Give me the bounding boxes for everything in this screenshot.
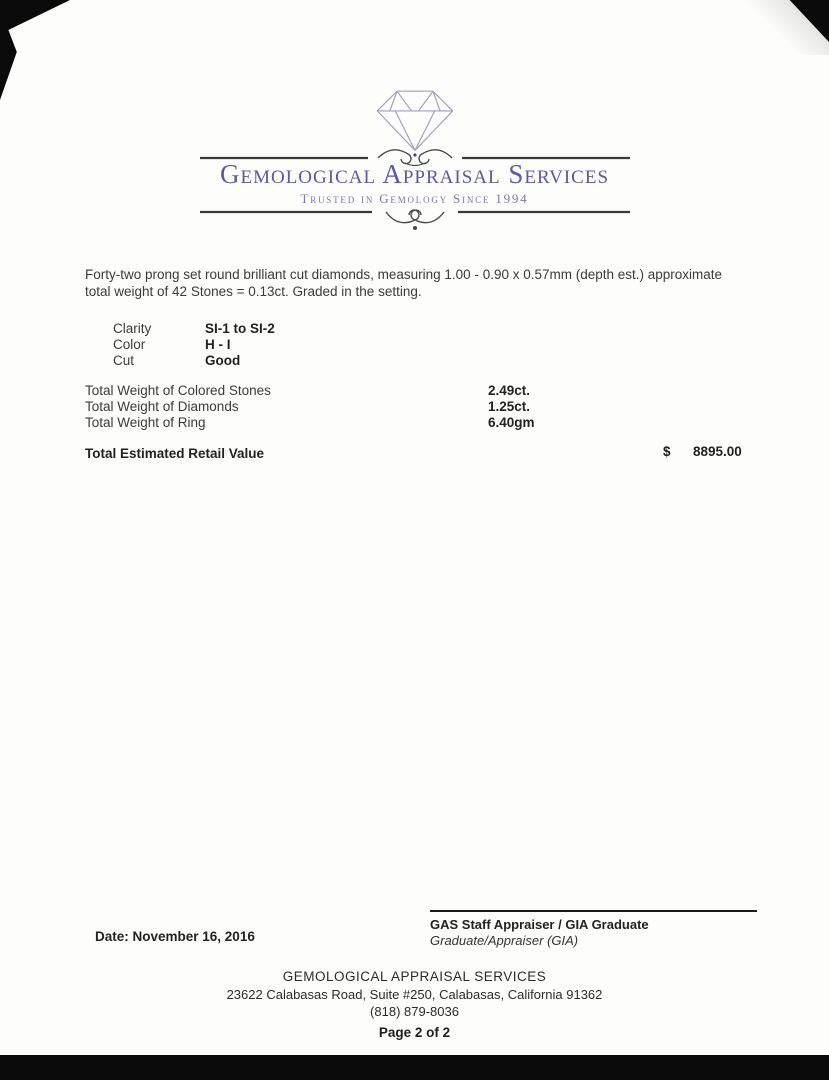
appraiser-title: GAS Staff Appraiser / GIA Graduate: [430, 917, 649, 932]
weight-row-diamonds: [85, 399, 535, 415]
weight-row-colored-stones: [85, 383, 535, 399]
weight-label: Total Weight of Diamonds: [85, 399, 239, 414]
grading-label: Cut: [113, 353, 135, 368]
total-label: Total Estimated Retail Value: [85, 446, 265, 461]
footer-address: 23622 Calabasas Road, Suite #250, Calabasas, California 91362: [226, 987, 603, 1002]
flourish-divider-bottom-icon: [200, 206, 630, 245]
grading-value: SI-1 to SI-2: [205, 321, 275, 336]
weight-value: 1.25ct.: [488, 399, 531, 414]
weight-label: Total Weight of Ring: [85, 415, 206, 430]
grading-row-clarity: [113, 321, 275, 337]
weight-row-ring: [85, 415, 535, 431]
appraiser-subtitle: Graduate/Appraiser (GIA): [430, 933, 579, 948]
appraisal-date: Date: November 16, 2016: [95, 929, 255, 944]
grading-value: H - I: [205, 337, 231, 352]
weight-label: Total Weight of Colored Stones: [85, 383, 271, 398]
grading-label: Clarity: [113, 321, 152, 336]
total-retail-value-row: [85, 444, 785, 462]
currency-symbol: $: [663, 444, 671, 459]
grading-value: Good: [205, 353, 241, 368]
weight-value: 6.40gm: [488, 415, 535, 430]
grading-row-cut: [113, 353, 275, 369]
logo-org-name: Gemological Appraisal Services: [219, 159, 610, 189]
scan-edge-bar-bottom: [0, 1055, 829, 1080]
grading-row-color: [113, 337, 275, 353]
logo-tagline: Trusted in Gemology Since 1994: [300, 191, 529, 206]
footer-org-name: GEMOLOGICAL APPRAISAL SERVICES: [282, 969, 547, 984]
weights-table: [85, 383, 535, 431]
signature-line: [430, 910, 757, 912]
footer-phone: (818) 879-8036: [370, 1004, 459, 1019]
total-amount: 8895.00: [693, 444, 742, 459]
weight-value: 2.49ct.: [488, 383, 531, 398]
description-line: Forty-two prong set round brilliant cut diamonds, measuring 1.00 - 0.90 x 0.57mm (depth est.) approximate: [85, 267, 723, 282]
item-description: [85, 266, 765, 300]
page-number: Page 2 of 2: [378, 1025, 451, 1040]
grading-table: [113, 321, 275, 369]
description-line: total weight of 42 Stones = 0.13ct. Graded in the setting.: [85, 284, 422, 299]
scan-corner-mark-top-left: [0, 0, 70, 100]
grading-label: Color: [113, 337, 146, 352]
